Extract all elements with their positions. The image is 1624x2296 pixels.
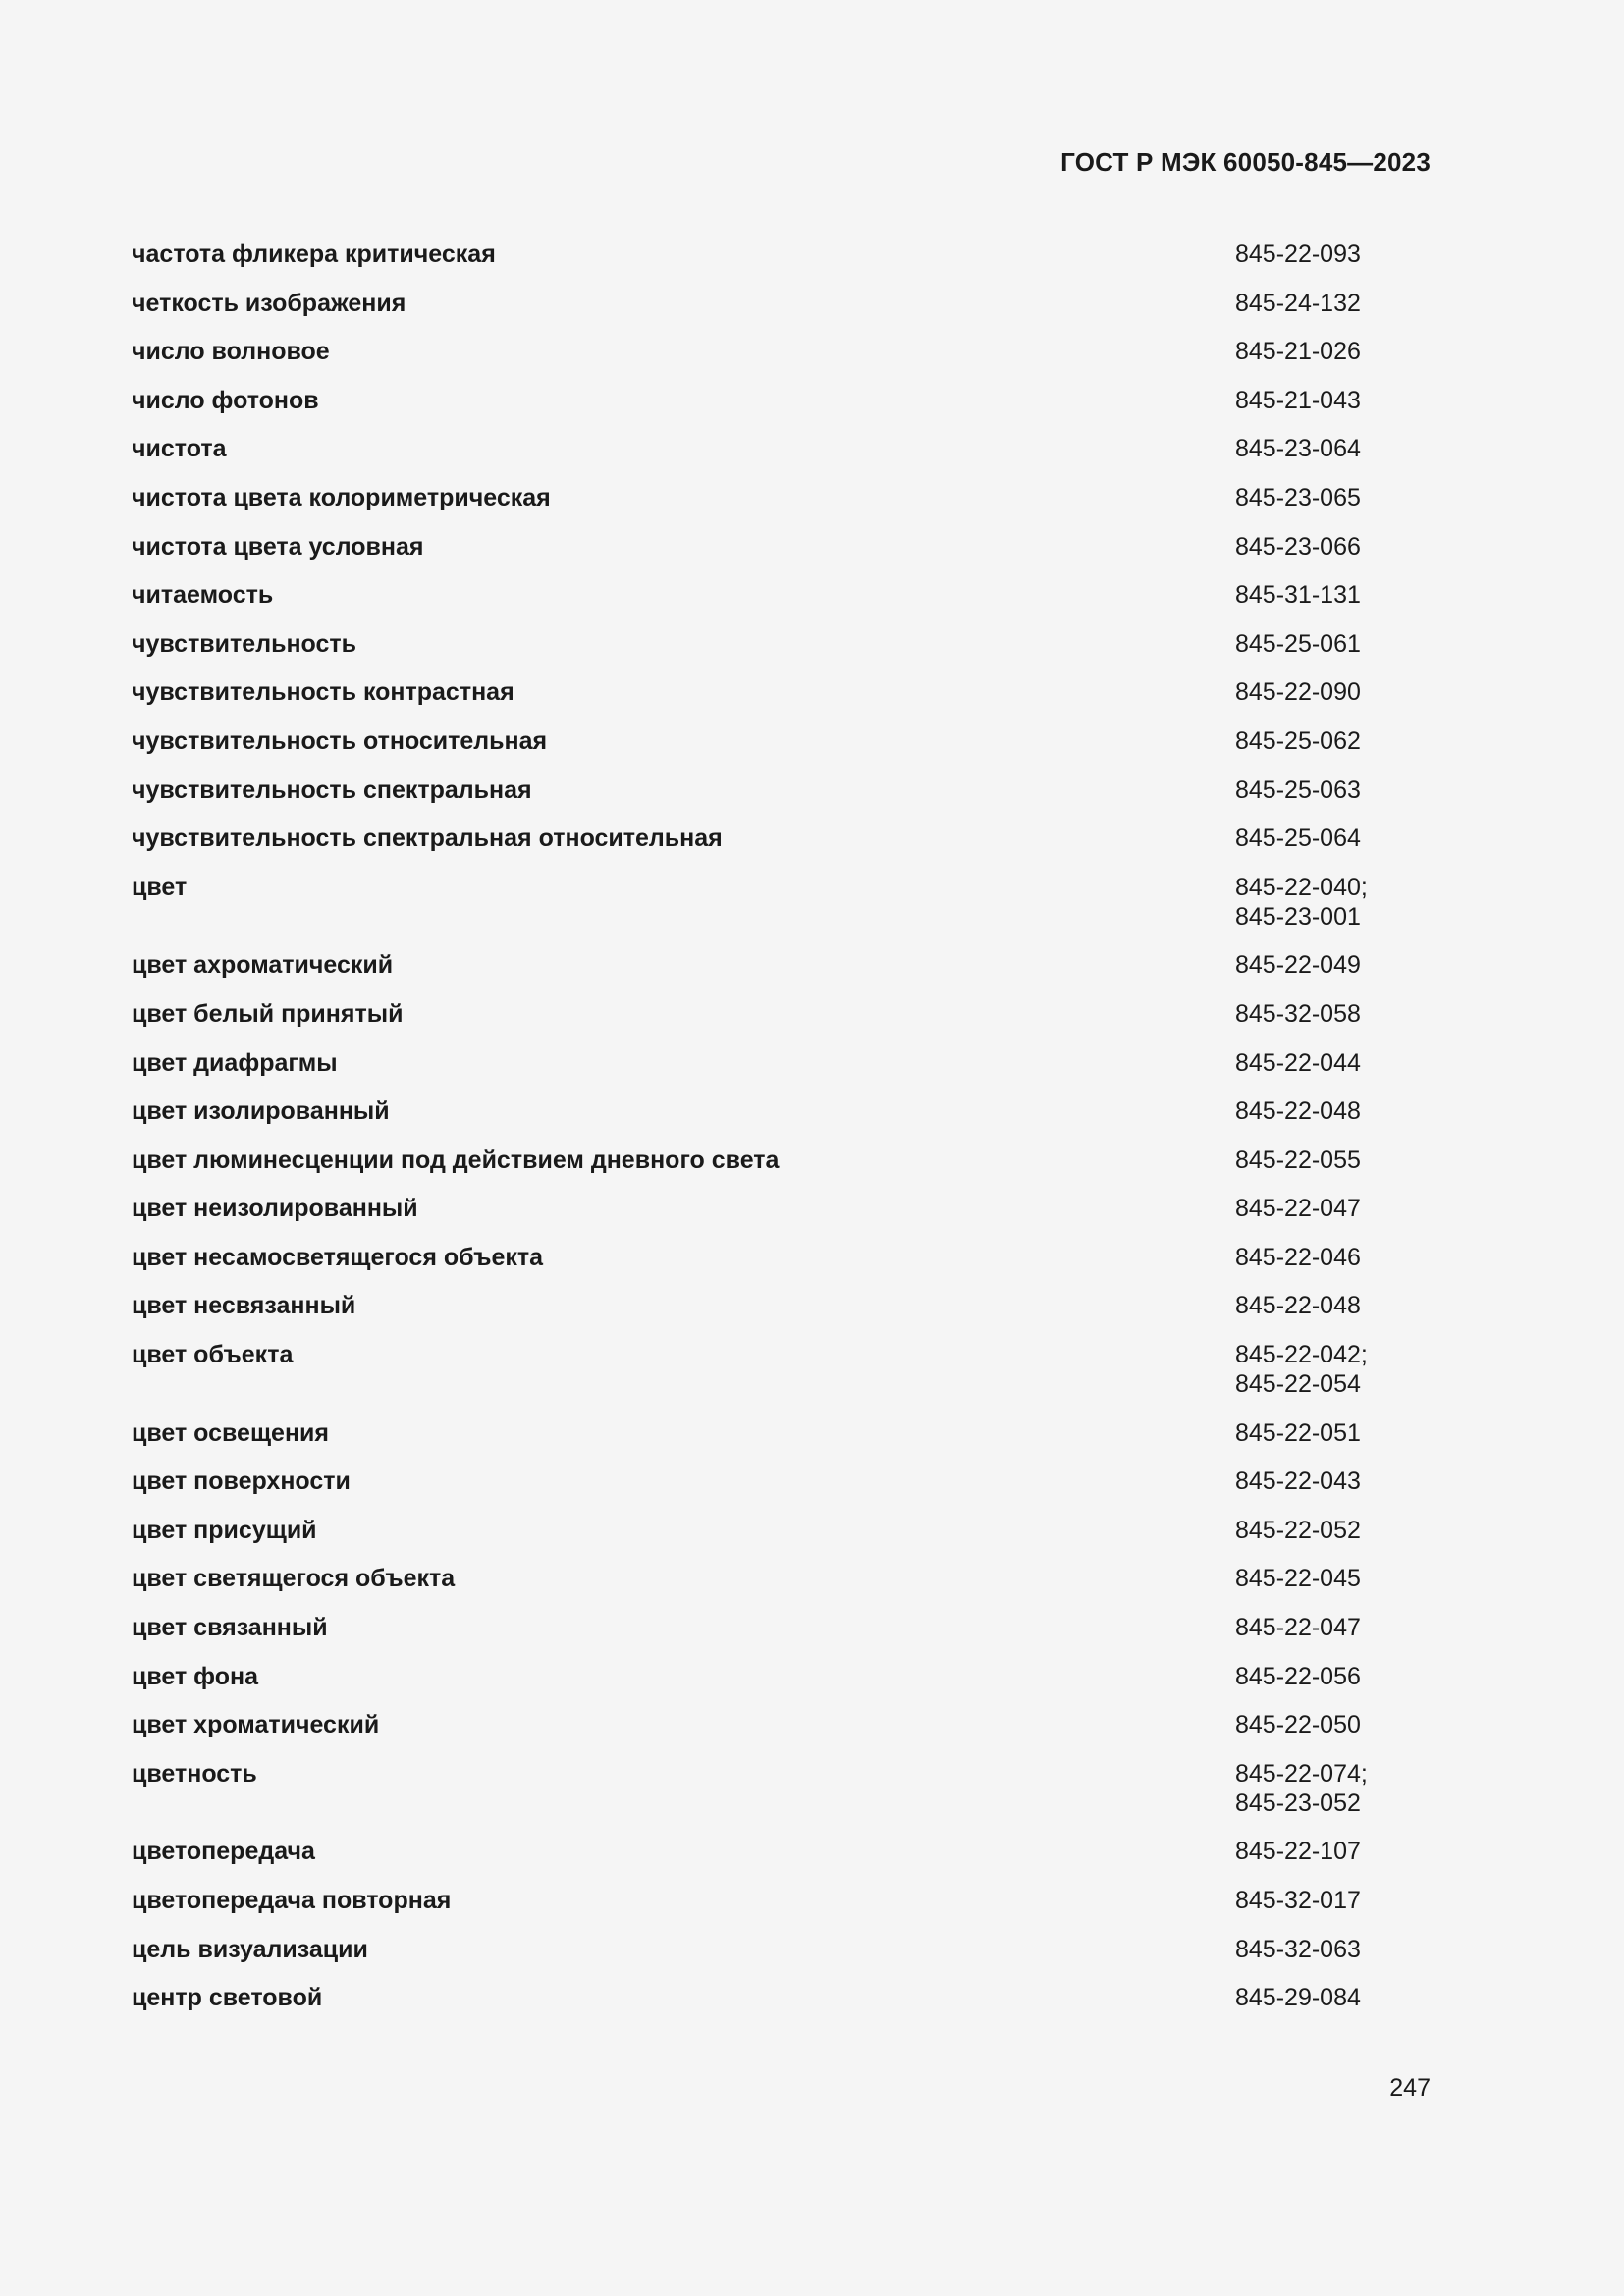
index-code: 845-22-048	[1235, 1292, 1361, 1320]
index-term: цвет неизолированный	[132, 1195, 418, 1223]
index-code: 845-22-093	[1235, 240, 1361, 268]
index-term: цвет диафрагмы	[132, 1048, 338, 1077]
index-codes	[1235, 1418, 1431, 1448]
index-codes	[1235, 386, 1431, 415]
index-entry	[132, 999, 1431, 1029]
index-code: 845-22-040;	[1235, 873, 1368, 901]
index-entry	[132, 483, 1431, 512]
index-codes	[1235, 1710, 1431, 1739]
page-number: 247	[1389, 2074, 1431, 2102]
index-term: центр световой	[132, 1984, 323, 2012]
index-term: чистота цвета колориметрическая	[132, 483, 551, 511]
index-entry	[132, 532, 1431, 561]
index-term: частота фликера критическая	[132, 240, 496, 268]
index-code: 845-22-046	[1235, 1243, 1361, 1271]
index-code: 845-23-066	[1235, 532, 1361, 561]
index-codes	[1235, 1340, 1431, 1399]
index-code: 845-22-048	[1235, 1097, 1361, 1126]
index-entry	[132, 873, 1431, 932]
index-term: цвет поверхности	[132, 1468, 351, 1496]
index-codes	[1235, 1886, 1431, 1915]
index-entry	[132, 1340, 1431, 1399]
index-entry	[132, 1613, 1431, 1642]
index-term: цветопередача повторная	[132, 1887, 452, 1914]
index-code: 845-32-058	[1235, 999, 1361, 1028]
index-entry	[132, 1243, 1431, 1272]
index-codes	[1235, 434, 1431, 463]
index-codes	[1235, 580, 1431, 610]
index-entry	[132, 1759, 1431, 1818]
index-code: 845-22-045	[1235, 1565, 1361, 1593]
index-term: цвет несамосветящегося объекта	[132, 1243, 544, 1271]
index-entry	[132, 726, 1431, 756]
document-header: ГОСТ Р МЭК 60050-845—2023	[1060, 147, 1431, 177]
index-codes	[1235, 629, 1431, 659]
index-codes	[1235, 289, 1431, 318]
index-codes	[1235, 726, 1431, 756]
index-code: 845-22-090	[1235, 678, 1361, 707]
index-code: 845-21-043	[1235, 386, 1361, 414]
index-term: чувствительность	[132, 629, 357, 658]
index-entry	[132, 1048, 1431, 1078]
index-term: чувствительность контрастная	[132, 678, 514, 707]
index-entry	[132, 1418, 1431, 1448]
index-term: цвет несвязанный	[132, 1292, 356, 1320]
index-entry	[132, 1096, 1431, 1126]
index-codes	[1235, 1935, 1431, 1964]
index-entry	[132, 1710, 1431, 1739]
index-entry	[132, 337, 1431, 366]
index-code: 845-22-051	[1235, 1418, 1361, 1447]
index-term: чувствительность спектральная относительная	[132, 825, 723, 853]
index-term: цель визуализации	[132, 1935, 368, 1963]
index-code: 845-23-064	[1235, 435, 1361, 463]
index-entry	[132, 677, 1431, 707]
index-code: 845-24-132	[1235, 289, 1361, 317]
index-code: 845-22-047	[1235, 1195, 1361, 1223]
index-code: 845-25-064	[1235, 825, 1361, 853]
index-term: цвет	[132, 873, 188, 901]
index-term: четкость изображения	[132, 289, 406, 317]
index-entry	[132, 1886, 1431, 1915]
index-term: цвет изолированный	[132, 1097, 390, 1126]
index-entry	[132, 1146, 1431, 1175]
index-code: 845-22-056	[1235, 1662, 1361, 1690]
index-term: читаемость	[132, 581, 274, 610]
index-entry	[132, 289, 1431, 318]
index-entry	[132, 1837, 1431, 1866]
index-codes	[1235, 775, 1431, 805]
index-code: 845-22-049	[1235, 951, 1361, 980]
index-code: 845-22-050	[1235, 1711, 1361, 1739]
index-codes	[1235, 1194, 1431, 1223]
index-code: 845-31-131	[1235, 581, 1361, 610]
index-codes	[1235, 950, 1431, 980]
index-term: цветность	[132, 1759, 257, 1788]
index-code: 845-25-061	[1235, 629, 1361, 658]
index-entry	[132, 240, 1431, 269]
index-codes	[1235, 1516, 1431, 1545]
index-code: 845-22-055	[1235, 1146, 1361, 1174]
index-code: 845-32-063	[1235, 1935, 1361, 1963]
index-codes	[1235, 1837, 1431, 1866]
index-codes	[1235, 337, 1431, 366]
index-term: цвет ахроматический	[132, 951, 394, 980]
index-code: 845-22-044	[1235, 1048, 1361, 1077]
index-codes	[1235, 1662, 1431, 1691]
index-entry	[132, 824, 1431, 853]
index-code: 845-22-054	[1235, 1370, 1361, 1399]
index-code: 845-21-026	[1235, 338, 1361, 366]
index-codes	[1235, 1243, 1431, 1272]
index-code: 845-32-017	[1235, 1887, 1361, 1914]
index-codes	[1235, 1146, 1431, 1175]
index-term: цвет белый принятый	[132, 999, 404, 1028]
index-term: число фотонов	[132, 386, 319, 414]
index-code: 845-22-074;	[1235, 1759, 1368, 1788]
index-entry	[132, 1467, 1431, 1496]
index-entry	[132, 629, 1431, 659]
index-entry	[132, 1291, 1431, 1320]
index-codes	[1235, 1564, 1431, 1593]
index-codes	[1235, 873, 1431, 932]
index-term: цвет объекта	[132, 1341, 294, 1369]
index-code: 845-25-062	[1235, 726, 1361, 755]
index-entry	[132, 1983, 1431, 2012]
index-term: цвет фона	[132, 1662, 258, 1690]
index-code: 845-23-052	[1235, 1789, 1361, 1817]
term-index-list	[132, 240, 1431, 2032]
index-codes	[1235, 677, 1431, 707]
index-term: число волновое	[132, 338, 330, 366]
index-entry	[132, 1935, 1431, 1964]
index-term: чистота	[132, 435, 227, 463]
index-term: чувствительность спектральная	[132, 775, 532, 804]
index-code: 845-23-065	[1235, 483, 1361, 511]
index-term: цвет хроматический	[132, 1711, 380, 1739]
index-codes	[1235, 999, 1431, 1029]
index-codes	[1235, 240, 1431, 269]
index-term: цвет присущий	[132, 1516, 317, 1544]
index-entry	[132, 386, 1431, 415]
index-code: 845-22-042;	[1235, 1341, 1368, 1369]
index-entry	[132, 950, 1431, 980]
index-term: чувствительность относительная	[132, 726, 548, 755]
index-codes	[1235, 824, 1431, 853]
index-code: 845-22-052	[1235, 1516, 1361, 1544]
index-entry	[132, 1194, 1431, 1223]
index-term: цвет светящегося объекта	[132, 1565, 456, 1593]
index-term: цвет люминесценции под действием дневного света	[132, 1146, 780, 1174]
index-codes	[1235, 532, 1431, 561]
index-code: 845-22-047	[1235, 1614, 1361, 1642]
index-entry	[132, 1662, 1431, 1691]
index-codes	[1235, 1983, 1431, 2012]
index-term: цветопередача	[132, 1838, 315, 1866]
index-codes	[1235, 1467, 1431, 1496]
index-codes	[1235, 1759, 1431, 1818]
index-entry	[132, 580, 1431, 610]
index-term: цвет связанный	[132, 1614, 328, 1642]
index-codes	[1235, 1048, 1431, 1078]
index-entry	[132, 1516, 1431, 1545]
index-code: 845-22-107	[1235, 1838, 1361, 1866]
index-codes	[1235, 1096, 1431, 1126]
index-code: 845-22-043	[1235, 1468, 1361, 1496]
index-codes	[1235, 1613, 1431, 1642]
index-entry	[132, 775, 1431, 805]
index-term: цвет освещения	[132, 1418, 330, 1447]
index-code: 845-29-084	[1235, 1984, 1361, 2012]
index-entry	[132, 434, 1431, 463]
index-codes	[1235, 1291, 1431, 1320]
index-entry	[132, 1564, 1431, 1593]
index-code: 845-23-001	[1235, 902, 1361, 931]
index-term: чистота цвета условная	[132, 532, 424, 561]
index-codes	[1235, 483, 1431, 512]
index-code: 845-25-063	[1235, 775, 1361, 804]
